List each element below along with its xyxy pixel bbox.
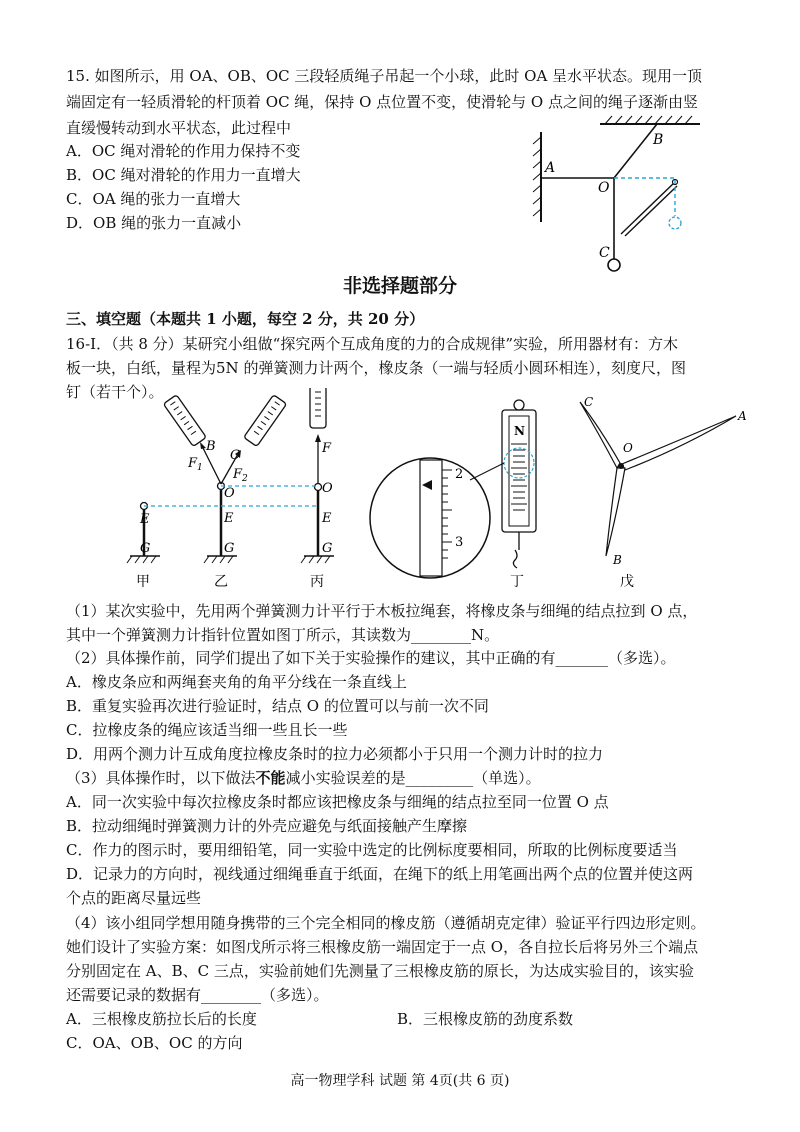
sub2-option-c: C．拉橡皮条的绳应该适当细一些且长一些 [66, 721, 348, 739]
sub3-stem-after: 减小实验误差的是_________（单选）。 [285, 769, 541, 787]
q15-stem-line1: 15. 如图所示，用 OA、OB、OC 三段轻质绳子吊起一个小球，此时 OA 呈水平状态。现用一顶 [66, 67, 703, 85]
sub3-option-a: A．同一次实验中每次拉橡皮条时都应该把橡皮条与细绳的结点拉至同一位置 O 点 [66, 793, 609, 811]
part3-heading: 三、填空题（本题共 1 小题，每空 2 分，共 20 分） [66, 310, 425, 328]
sub4-line4: 还需要记录的数据有________（多选）。 [66, 986, 329, 1004]
wu-label-a: A [738, 409, 747, 423]
q15-figure [525, 112, 715, 277]
sub4-line1: （4）该小组同学想用随身携带的三个完全相同的橡皮筋（遵循胡克定律）验证平行四边形定则。 [66, 914, 706, 932]
yi-label-g: G [224, 541, 235, 556]
page-footer: 高一物理学科 试题 第 4页(共 6 页) [290, 1073, 510, 1089]
yi-label-b: B [206, 439, 216, 454]
sub3-stem-before: （3）具体操作时，以下做法 [66, 769, 256, 787]
sub1-line1: （1）某次实验中，先用两个弹簧测力计平行于木板拉绳套，将橡皮条与细绳的结点拉到 O 点， [66, 602, 698, 620]
sub1-line2: 其中一个弹簧测力计指针位置如图丁所示，其读数为________N。 [66, 626, 500, 644]
q16-line1: 16-Ⅰ．（共 8 分）某研究小组做“探究两个互成角度的力的合成规律”实验，所用器材有：方木 [66, 335, 679, 353]
yi-label-e: E [224, 511, 234, 526]
sub3-option-d: D．记录力的方向时，视线通过细绳垂直于纸面，在绳下的纸上用笔画出两个点的位置并使这两 [66, 865, 694, 883]
sub2-option-b: B．重复实验再次进行验证时，结点 O 的位置可以与前一次不同 [66, 697, 489, 715]
sub2-option-d: D．用两个测力计互成角度拉橡皮条时的拉力必须都小于只用一个测力计时的拉力 [66, 745, 604, 763]
wu-label-b: B [613, 553, 622, 567]
sub3-option-c: C．作力的图示时，要用细铅笔，同一实验中选定的比例标度要相同，所取的比例标度要适当 [66, 841, 678, 859]
q15-label-a: A [545, 160, 556, 176]
yi-label-f2: $F_2$ [233, 467, 248, 484]
jia-label-g: G [140, 541, 151, 556]
sub4-option-b: B．三根橡皮筋的劲度系数 [397, 1010, 574, 1028]
sub4-line2: 她们设计了实验方案：如图戊所示将三根橡皮筋一端固定于一点 O，各自拉长后将另外三个端点 [66, 938, 699, 956]
q16-line2: 板一块，白纸，量程为5N 的弹簧测力计两个，橡皮条（一端与轻质小圆环相连），刻度尺，图 [66, 359, 686, 377]
sub4-option-a: A．三根橡皮筋拉长后的长度 [66, 1010, 257, 1028]
wu-label-o: O [623, 441, 633, 455]
yi-label-f1: $F_1$ [188, 456, 203, 473]
section-title: 非选择题部分 [342, 275, 457, 297]
ding-n-label: N [514, 424, 525, 438]
caption-ding: 丁 [510, 574, 524, 590]
caption-jia: 甲 [136, 574, 150, 590]
caption-yi: 乙 [214, 574, 228, 590]
q15-label-o: O [598, 180, 610, 196]
sub4-option-c: C．OA、OB、OC 的方向 [66, 1034, 243, 1052]
q15-stem-line2: 端固定有一轻质滑轮的杆顶着 OC 绳，保持 O 点位置不变，使滑轮与 O 点之间的绳子逐渐由竖 [66, 93, 698, 111]
q15-stem-line3: 直缓慢转动到水平状态，此过程中 [66, 119, 292, 137]
q15-option-b: B．OC 绳对滑轮的作用力一直增大 [66, 166, 301, 184]
wu-label-c: C [584, 395, 594, 409]
sub2-stem: （2）具体操作前，同学们提出了如下关于实验操作的建议，其中正确的有_______（多选）。 [66, 649, 676, 667]
bing-label-o: O [322, 481, 333, 496]
q15-option-a: A．OC 绳对滑轮的作用力保持不变 [66, 142, 301, 160]
bing-label-e: E [322, 511, 332, 526]
q16-line3: 钉（若干个）。 [66, 383, 164, 401]
caption-bing: 丙 [310, 574, 324, 590]
bing-label-f: F [322, 441, 332, 456]
q15-label-c: C [599, 245, 610, 261]
sub3-stem [66, 768, 541, 788]
caption-wu: 戊 [620, 574, 634, 590]
q15-option-d: D．OB 绳的张力一直减小 [66, 214, 242, 232]
sub3-option-d-cont: 个点的距离尽量远些 [66, 889, 202, 907]
sub3-option-b: B．拉动细绳时弹簧测力计的外壳应避免与纸面接触产生摩擦 [66, 817, 468, 835]
q15-label-b: B [653, 132, 664, 148]
sub4-line3: 分别固定在 A、B、C 三点，实验前她们先测量了三根橡皮筋的原长，为达成实验目的，该实验 [66, 962, 694, 980]
q16-figures [110, 388, 770, 598]
ding-tick-3: 3 [455, 535, 464, 550]
ding-tick-2: 2 [455, 467, 464, 482]
sub3-stem-emphasis: 不能 [255, 769, 286, 787]
bing-label-g: G [322, 541, 333, 556]
q15-option-c: C．OA 绳的张力一直增大 [66, 190, 241, 208]
sub2-option-a: A．橡皮条应和两绳套夹角的角平分线在一条直线上 [66, 673, 407, 691]
yi-label-c: C [230, 448, 240, 463]
jia-label-e: E [140, 512, 150, 527]
yi-label-o: O [224, 486, 235, 501]
